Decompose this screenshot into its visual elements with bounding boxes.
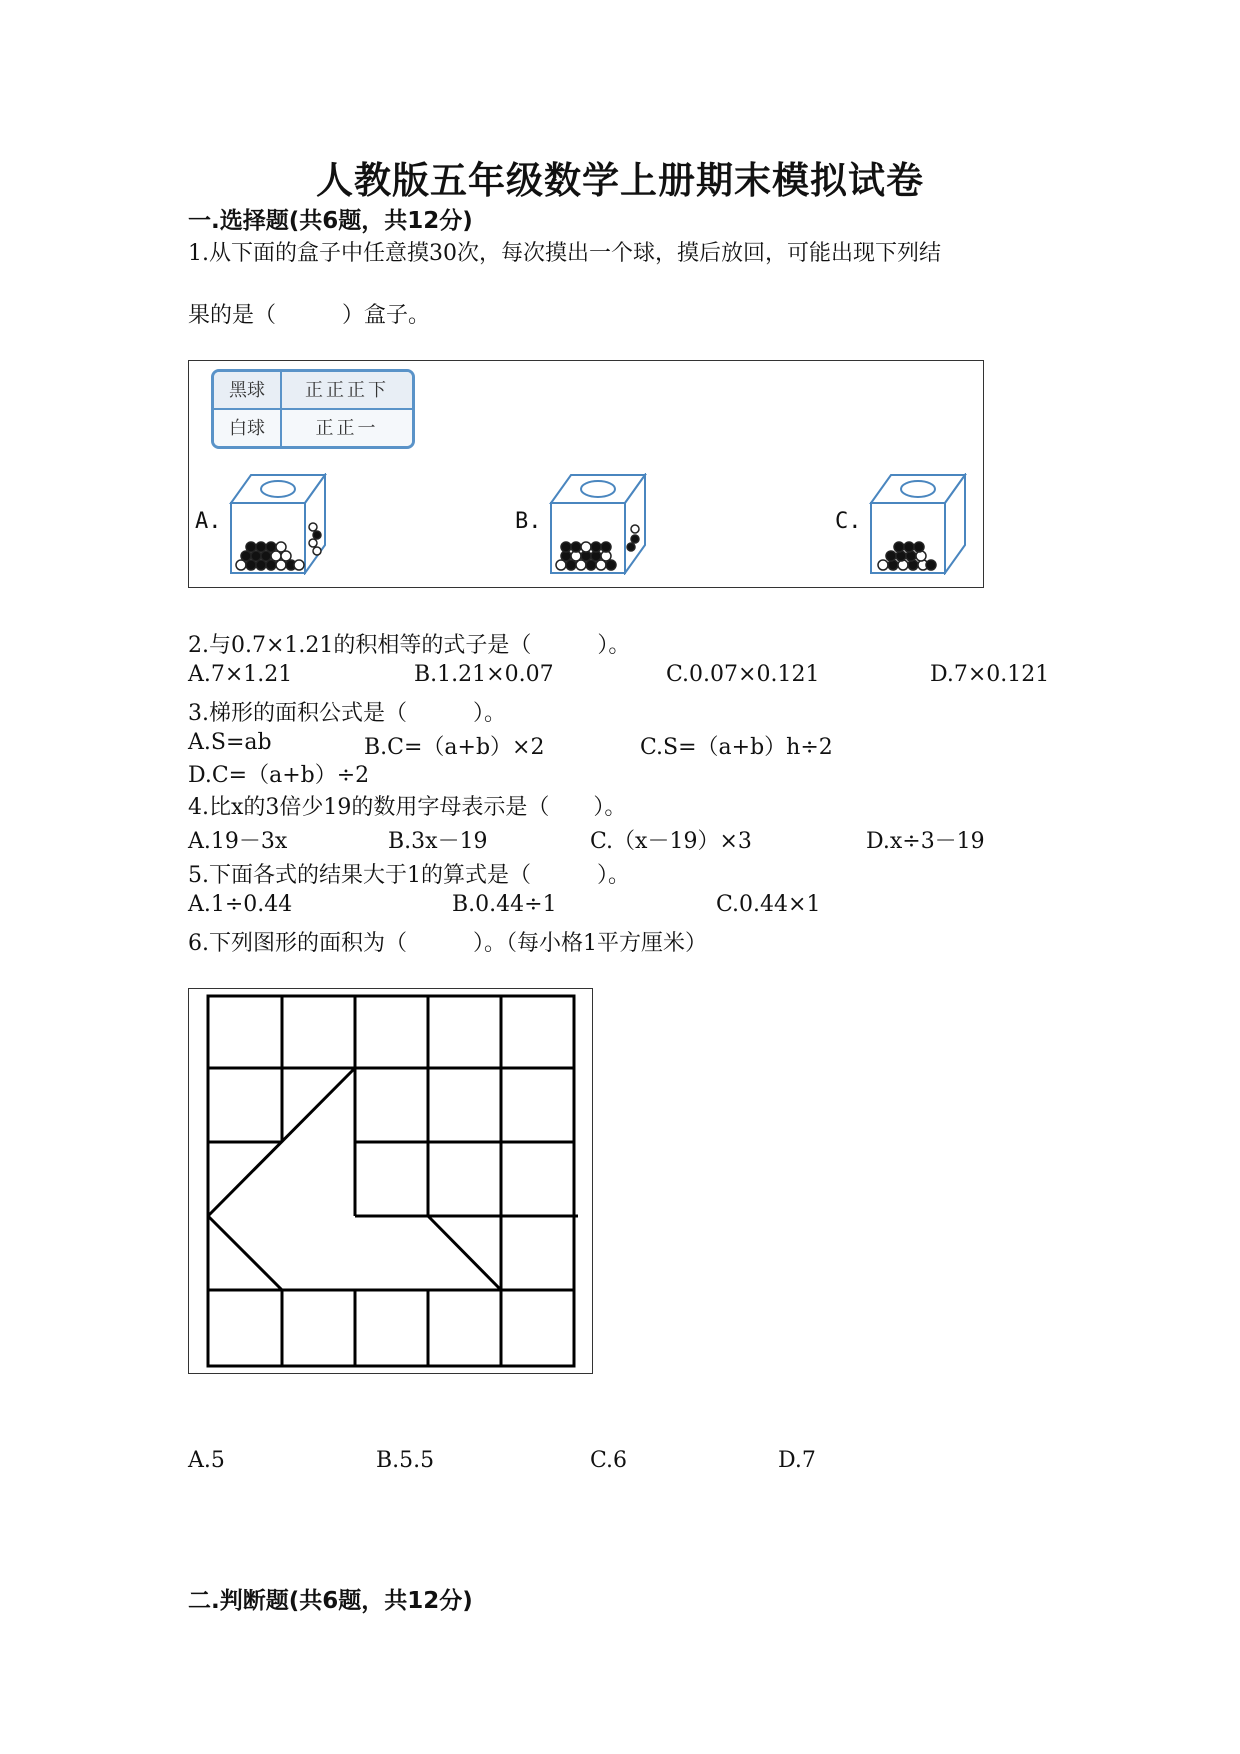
grid-figure: [188, 988, 593, 1374]
q6-option-c[interactable]: C.6: [590, 1448, 628, 1473]
q6-option-b[interactable]: B.5.5: [376, 1448, 435, 1473]
q2-option-d[interactable]: D.7×0.121: [930, 662, 1050, 687]
q4-option-c[interactable]: C.（x－19）×3: [590, 829, 752, 854]
ball-box-a: [229, 473, 329, 575]
question-1-line-2: 果的是（ ）盒子。: [188, 303, 431, 328]
tally-row-white: [214, 410, 412, 447]
tally-table: [211, 369, 415, 449]
q4-option-a[interactable]: A.19－3x: [188, 829, 288, 854]
tally-marks-black: 正正正下: [305, 380, 389, 401]
tally-row-black: [214, 372, 412, 409]
question-1-line-1: 1.从下面的盒子中任意摸30次，每次摸出一个球，摸后放回，可能出现下列结: [188, 241, 941, 266]
question-4: 4.比x的3倍少19的数用字母表示是（ ）。: [188, 795, 627, 820]
q3-option-c[interactable]: C.S=（a+b）h÷2: [640, 735, 833, 760]
tally-divider-v: [280, 372, 282, 446]
q4-option-b[interactable]: B.3x－19: [388, 829, 488, 854]
q2-option-c[interactable]: C.0.07×0.121: [666, 662, 820, 687]
q6-option-a[interactable]: A.5: [188, 1448, 225, 1473]
section-heading-choice: 一.选择题(共6题，共12分): [188, 208, 473, 234]
q3-option-b[interactable]: B.C=（a+b）×2: [364, 735, 545, 760]
section-heading-judgement: 二.判断题(共6题，共12分): [188, 1588, 473, 1614]
q3-option-a[interactable]: A.S=ab: [188, 730, 272, 755]
ball-box-b: [549, 473, 649, 575]
q6-option-d[interactable]: D.7: [778, 1448, 816, 1473]
page-title: 人教版五年级数学上册期末模拟试卷: [316, 159, 924, 202]
q4-option-d[interactable]: D.x÷3－19: [866, 829, 985, 854]
question-5: 5.下面各式的结果大于1的算式是（ ）。: [188, 863, 630, 888]
box-label-a: A.: [195, 509, 222, 534]
ball-box-c: [869, 473, 969, 575]
question-3: 3.梯形的面积公式是（ ）。: [188, 701, 506, 726]
tally-label-black: 黑球: [229, 380, 265, 401]
q2-option-a[interactable]: A.7×1.21: [188, 662, 293, 687]
q5-option-c[interactable]: C.0.44×1: [716, 892, 821, 917]
tally-label-white: 白球: [229, 418, 265, 439]
q5-option-a[interactable]: A.1÷0.44: [188, 892, 293, 917]
q3-option-d[interactable]: D.C=（a+b）÷2: [188, 763, 370, 788]
q5-option-b[interactable]: B.0.44÷1: [452, 892, 557, 917]
q2-option-b[interactable]: B.1.21×0.07: [414, 662, 554, 687]
tally-divider-h: [214, 408, 412, 410]
tally-marks-white: 正正一: [315, 418, 379, 439]
question-2: 2.与0.7×1.21的积相等的式子是（ ）。: [188, 633, 631, 658]
box-label-c: C.: [835, 509, 862, 534]
box-label-b: B.: [515, 509, 542, 534]
question-1-figure: [188, 360, 984, 588]
question-6: 6.下列图形的面积为（ ）。（每小格1平方厘米）: [188, 931, 707, 956]
